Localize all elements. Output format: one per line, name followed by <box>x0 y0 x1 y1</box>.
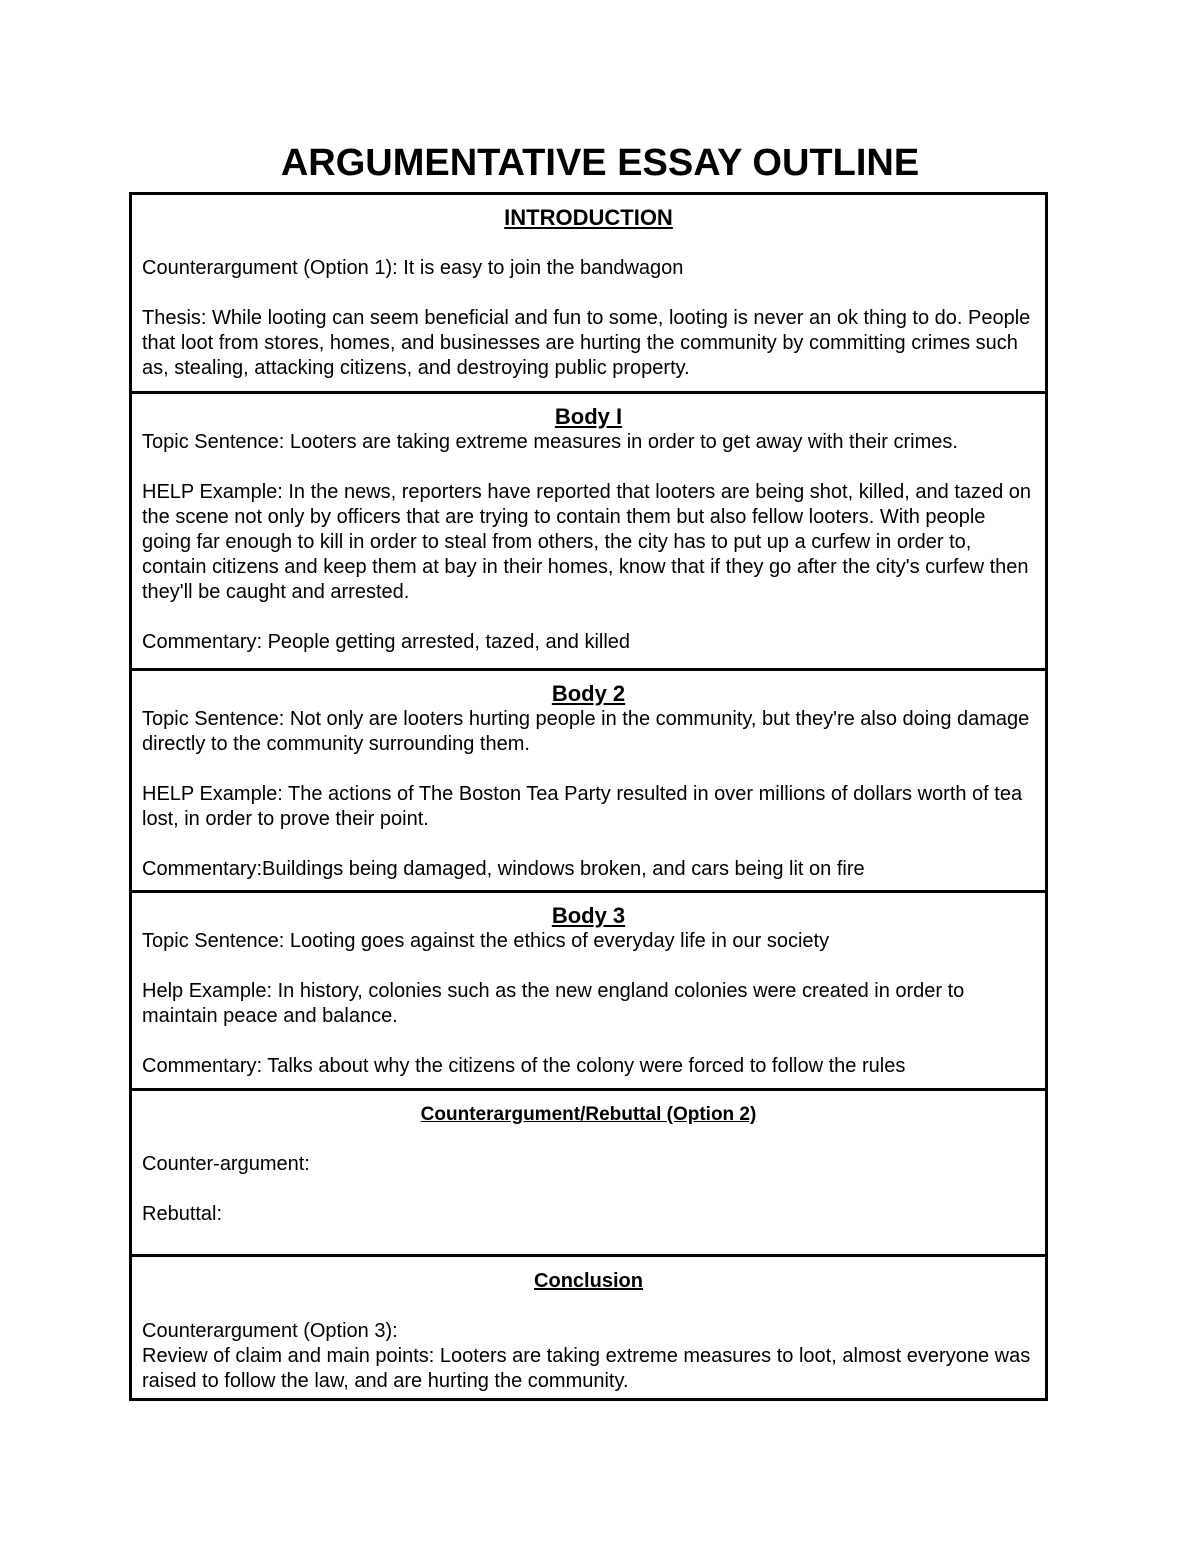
body-1-topic-sentence: Topic Sentence: Looters are taking extreme measures in order to get away with their crimes. <box>142 431 958 453</box>
body-3-topic-sentence: Topic Sentence: Looting goes against the ethics of everyday life in our society <box>142 930 830 952</box>
conclusion-review: Review of claim and main points: Looters are taking extreme measures to loot, almost everyone was raised to follow the law, and are hurting the community. <box>142 1345 1036 1392</box>
conclusion-heading: Conclusion <box>534 1270 643 1292</box>
conclusion-counterargument: Counterargument (Option 3): <box>142 1320 398 1342</box>
introduction-counterargument: Counterargument (Option 1): It is easy to join the bandwagon <box>142 257 684 279</box>
body-1-section <box>132 391 1045 668</box>
document-title: ARGUMENTATIVE ESSAY OUTLINE <box>280 142 920 184</box>
body-3-section <box>132 890 1045 1088</box>
introduction-thesis: Thesis: While looting can seem beneficial and fun to some, looting is never an ok thing to do. People that loot from stores, homes, and businesses are hurting the community by committing crimes such as, stealing, attacking citizens, and destroying public property. <box>142 307 1036 379</box>
counterargument-rebuttal-section <box>132 1088 1045 1254</box>
body-3-help-example: Help Example: In history, colonies such as the new england colonies were created in order to maintain peace and balance. <box>142 980 970 1027</box>
body-1-commentary: Commentary: People getting arrested, tazed, and killed <box>142 631 631 653</box>
body-2-commentary: Commentary:Buildings being damaged, windows broken, and cars being lit on fire <box>142 858 865 880</box>
body-2-section <box>132 668 1045 890</box>
rebuttal-field: Rebuttal: <box>142 1203 223 1225</box>
introduction-section <box>132 195 1045 391</box>
body-1-help-example: HELP Example: In the news, reporters have reported that looters are being shot, killed, and tazed on the scene not only by officers that are trying to contain them but also fellow looters. With people going far enough to kill in order to steal from others, the city has to put up a curfew in order to, contain citizens and keep them at bay in their homes, know that if they go after the city's curfew then they'll be caught and arrested. <box>142 481 1037 603</box>
introduction-heading: INTRODUCTION <box>504 205 673 230</box>
body-3-heading: Body 3 <box>551 903 626 928</box>
body-2-topic-sentence: Topic Sentence: Not only are looters hurting people in the community, but they're also doing damage directly to the community surrounding them. <box>142 708 1035 755</box>
body-1-heading: Body I <box>554 404 623 429</box>
body-3-commentary: Commentary: Talks about why the citizens of the colony were forced to follow the rules <box>142 1055 906 1077</box>
outline-table <box>129 192 1048 1401</box>
conclusion-section <box>132 1254 1045 1398</box>
counter-argument-field: Counter-argument: <box>142 1153 310 1175</box>
body-2-heading: Body 2 <box>551 681 626 706</box>
counterargument-rebuttal-heading: Counterargument/Rebuttal (Option 2) <box>420 1104 757 1125</box>
body-2-help-example: HELP Example: The actions of The Boston Tea Party resulted in over millions of dollars worth of tea lost, in order to prove their point. <box>142 783 1028 830</box>
